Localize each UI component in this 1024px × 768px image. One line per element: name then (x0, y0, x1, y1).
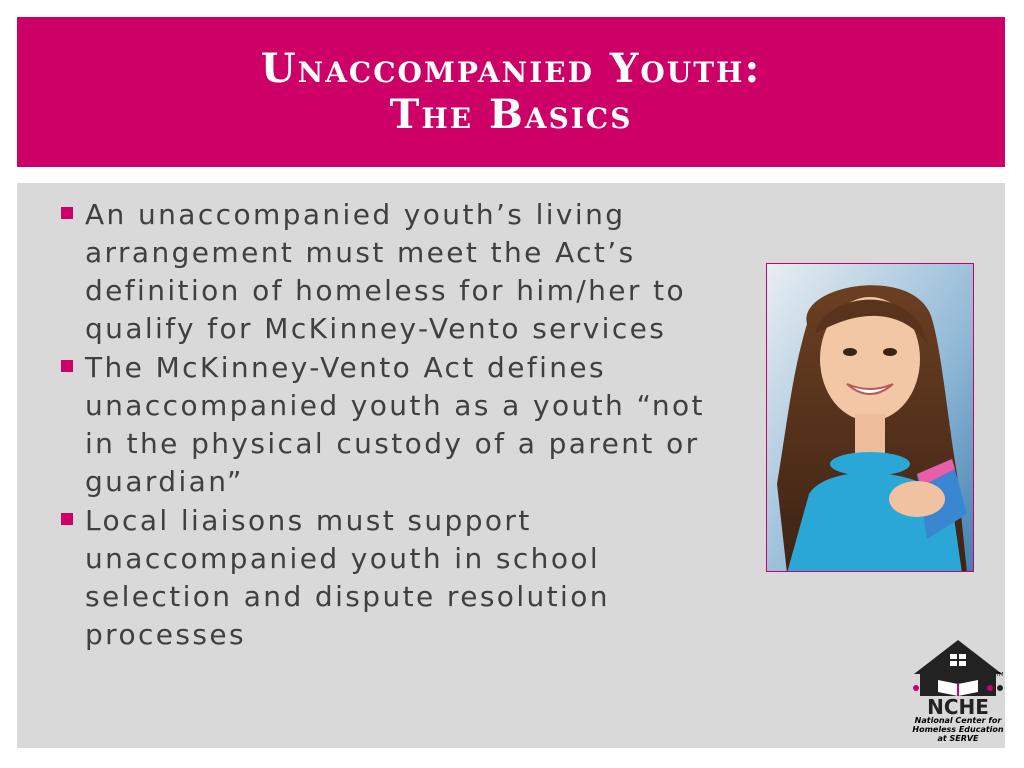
bullet-list (48, 196, 728, 655)
house-logo-icon (908, 638, 1008, 716)
bullet-item (48, 196, 728, 348)
logo-caption-line-3: at SERVE (937, 734, 979, 743)
slide-title-line-2: The Basics (389, 91, 633, 138)
bullet-text: An unaccompanied youth’s living arrangement must meet the Act’s definition of homeless for him/her to qualify for McKinney-Vento services (85, 198, 686, 345)
logo-trademark: TM (996, 672, 1004, 678)
bullet-item (48, 349, 728, 501)
student-photo (766, 263, 974, 572)
bullet-square-icon (61, 360, 73, 372)
logo-caption-line-1: National Center for (914, 716, 1002, 725)
logo-acronym: NCHE (927, 695, 989, 716)
logo-caption (908, 716, 1008, 743)
logo-caption-line-2: Homeless Education (912, 725, 1004, 734)
nche-logo (908, 638, 1008, 748)
bullet-square-icon (61, 513, 73, 525)
bullet-text: Local liaisons must support unaccompanied youth in school selection and dispute resolution processes (85, 504, 610, 651)
slide-title-line-1: Unaccompanied Youth: (260, 45, 762, 92)
student-photo-illustration (767, 264, 974, 572)
bullet-text: The McKinney-Vento Act defines unaccompanied youth as a youth “not in the physical custody of a parent or guardian” (85, 351, 705, 498)
bullet-square-icon (61, 207, 73, 219)
title-band (17, 17, 1005, 167)
bullet-item (48, 502, 728, 654)
